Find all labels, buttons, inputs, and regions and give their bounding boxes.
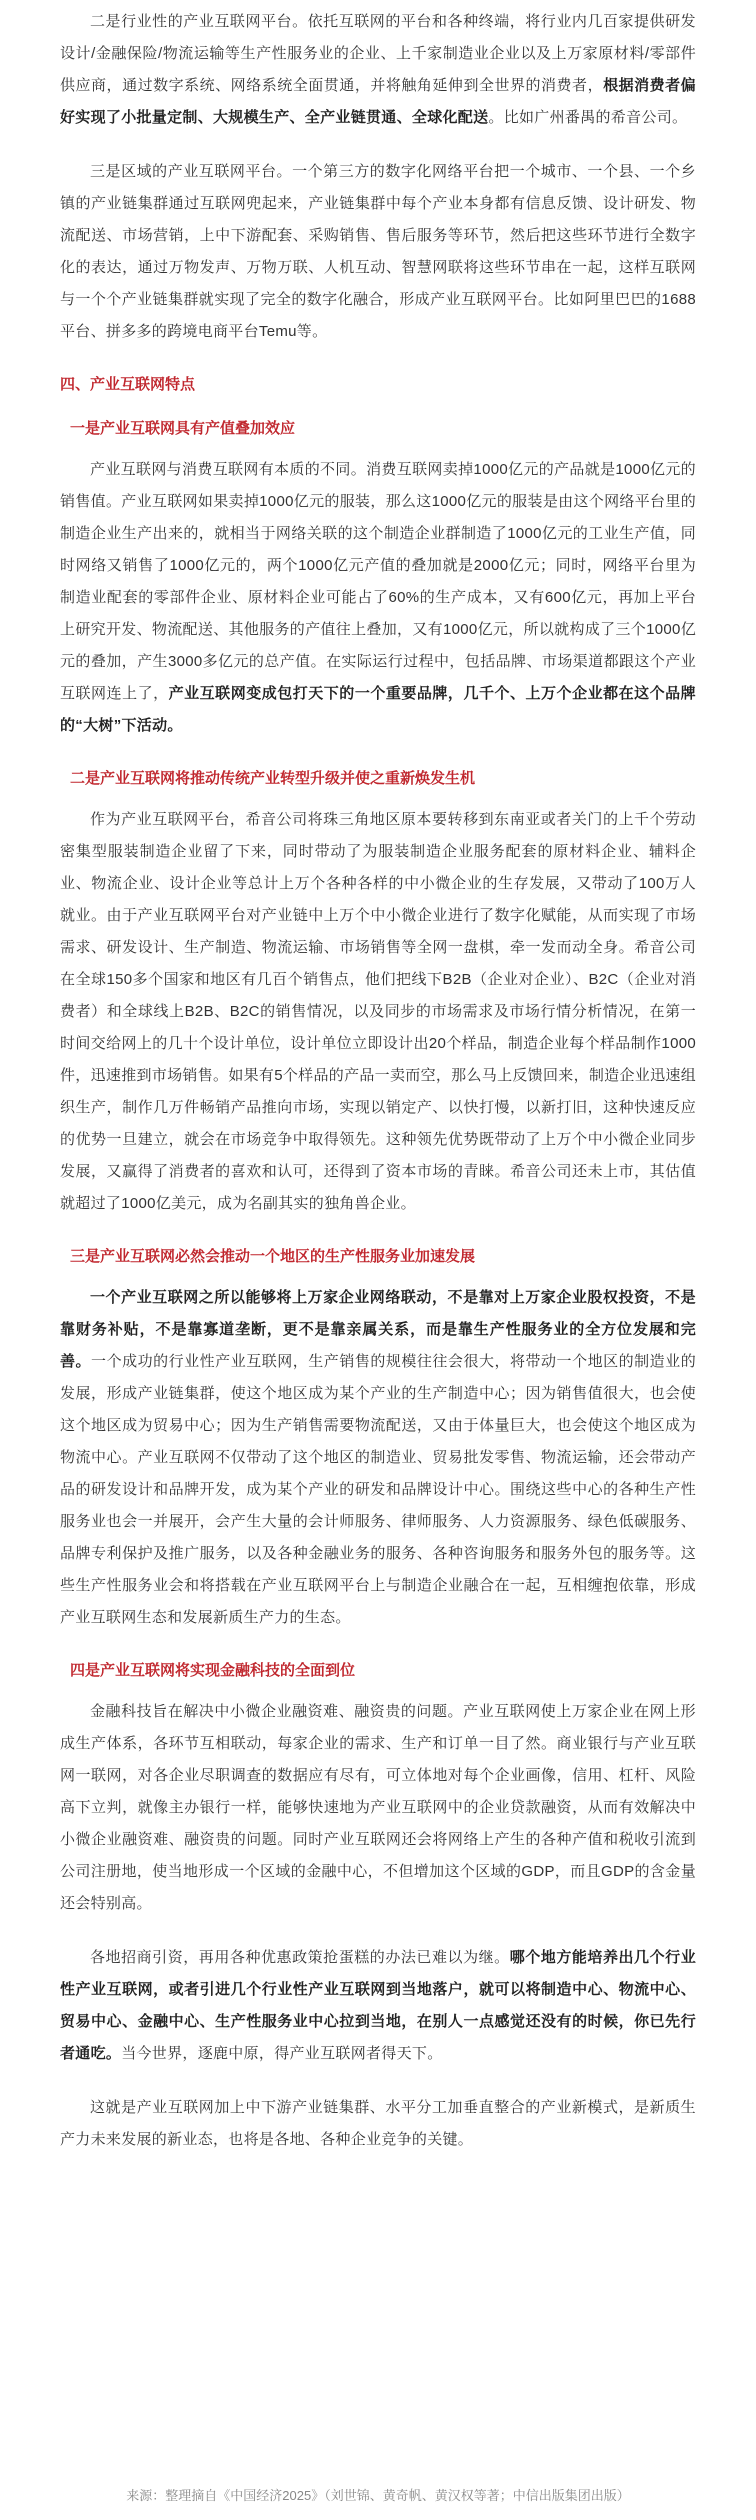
text: 当今世界，逐鹿中原，得产业互联网者得天下。 — [121, 2045, 443, 2062]
text: 三是区域的产业互联网平台。一个第三方的数字化网络平台把一个城市、一个县、一个乡镇的产业链集群通过互联网兜起来，产业链集群中每个产业本身都有信息反馈、设计研发、物流配送、市场营销，上中下游配套、采购销售、售后服务等环节，然后把这些环节进行全数字化的表达，通过万物发声、万物万联、人机互动、智慧网联将这些环节串在一起，这样互联网与一个个产业链集群就实现了完全的数字化融合，形成产业互联网平台。比如阿里巴巴的1688平台、拼多多的跨境电商平台Temu等。 — [60, 163, 696, 340]
text: 这就是产业互联网加上中下游产业链集群、水平分工加垂直整合的产业新模式，是新质生产力未来发展的新业态，也将是各地、各种企业竞争的关键。 — [60, 2099, 696, 2148]
spacer — [60, 0, 696, 2]
text: 金融科技旨在解决中小微企业融资难、融资贵的问题。产业互联网使上万家企业在网上形成生产体系，各环节互相联动，每家企业的需求、生产和订单一目了然。商业银行与产业互联网一联网，对各企业尽职调查的数据应有尽有，可立体地对每个企业画像，信用、杠杆、风险高下立判，就像主办银行一样，能够快速地为产业互联网中的企业贷款融资，从而有效解决中小微企业融资难、融资贵的问题。同时产业互联网还会将网络上产生的各种产值和税收引流到公司注册地，使当地形成一个区域的金融中心，不但增加这个区域的GDP，而且GDP的含金量还会特别高。 — [60, 1703, 696, 1912]
subsection-title-3: 三是产业互联网必然会推动一个地区的生产性服务业加速发展 — [70, 1248, 476, 1265]
text: 二是行业性的产业互联网平台。依托互联网的平台和各种终端，将行业内几百家提供研发设计/金融保险/物流运输等生产性服务业的企业、上千家制造业企业以及上万家原材料/零部件供应商，通过数字系统、网络系统全面贯通，并将触角延伸到全世界的消费者， — [60, 13, 696, 94]
text: 一个成功的行业性产业互联网，生产销售的规模往往会很大，将带动一个地区的制造业的发展，形成产业链集群，使这个地区成为某个产业的生产制造中心；因为销售值很大，也会使这个地区成为贸易中心；因为生产销售需要物流配送，又由于体量巨大，也会使这个地区成为物流中心。产业互联网不仅带动了这个地区的制造业、贸易批发零售、物流运输，还会带动产品的研发设计和品牌开发，成为某个产业的研发和品牌设计中心。围绕这些中心的各种生产性服务业也会一并展开，会产生大量的会计师服务、律师服务、人力资源服务、绿色低碳服务、品牌专利保护及推广服务，以及各种金融业务的服务、各种咨询服务和服务外包的服务等。这些生产性服务业会和将搭载在产业互联网平台上与制造企业融合在一起，互相缠抱依靠，形成产业互联网生态和发展新质生产力的生态。 — [60, 1353, 696, 1626]
subsection-title-2: 二是产业互联网将推动传统产业转型升级并使之重新焕发生机 — [70, 770, 476, 787]
subsection-title-4: 四是产业互联网将实现金融科技的全面到位 — [70, 1662, 356, 1679]
text: 各地招商引资，再用各种优惠政策抢蛋糕的办法已难以为继。 — [90, 1949, 510, 1966]
bold-text: 产业互联网变成包打天下的一个重要品牌，几千个、上万个企业都在这个品牌的“大树”下活动。 — [60, 685, 696, 734]
bold-text: 一个产业互联网之所以能够将上万家企业网络联动，不是靠对上万家企业股权投资，不是靠财务补贴，不是靠寡道垄断，更不是靠亲属关系，而是靠生产性服务业的全方位发展和完善。 — [60, 1289, 696, 1370]
text: 作为产业互联网平台，希音公司将珠三角地区原本要转移到东南亚或者关门的上千个劳动密集型服装制造企业留了下来，同时带动了为服装制造企业服务配套的原材料企业、辅料企业、物流企业、设计企业等总计上万个各种各样的中小微企业的生存发展，又带动了100万人就业。由于产业互联网平台对产业链中上万个中小微企业进行了数字化赋能，从而实现了市场需求、研发设计、生产制造、物流运输、市场销售等全网一盘棋，牵一发而动全身。希音公司在全球150多个国家和地区有几百个销售点，他们把线下B2B（企业对企业）、B2C（企业对消费者）和全球线上B2B、B2C的销售情况，以及同步的市场需求及市场行情分析情况，在第一时间交给网上的几十个设计单位，设计单位立即设计出20个样品，制造企业每个样品制作1000件，迅速推到市场销售。如果有5个样品的产品一卖而空，那么马上反馈回来，制造企业迅速组织生产，制作几万件畅销产品推向市场，实现以销定产、以快打慢，以新打旧，这种快速反应的优势一旦建立，就会在市场竞争中取得领先。这种领先优势既带动了上万个中小微企业同步发展，又赢得了消费者的喜欢和认可，还得到了资本市场的青睐。希音公司还未上市，其估值就超过了1000亿美元，成为名副其实的独角兽企业。 — [60, 811, 696, 1212]
bold-text: 根据消费者偏好实现了小批量定制、大规模生产、全产业链贯通、全球化配送 — [60, 77, 696, 126]
paragraph-conclusion — [60, 2092, 696, 2156]
paragraph-investment — [60, 1942, 696, 2070]
bold-text: 哪个地方能培养出几个行业性产业互联网，或者引进几个行业性产业互联网到当地落户，就可以将制造中心、物流中心、贸易中心、金融中心、生产性服务业中心拉到当地，在别人一点感觉还没有的时候，你已先行者通吃。 — [60, 1949, 696, 2062]
paragraph-regional-platform — [60, 156, 696, 348]
paragraph-fintech — [60, 1696, 696, 1920]
paragraph-producer-services — [60, 1282, 696, 1634]
text: 。比如广州番禺的希音公司。 — [488, 109, 688, 126]
paragraph-industry-platform — [60, 6, 696, 134]
paragraph-output-stacking — [60, 454, 696, 742]
text: 产业互联网与消费互联网有本质的不同。消费互联网卖掉1000亿元的产品就是1000亿元的销售值。产业互联网如果卖掉1000亿元的服装，那么这1000亿元的服装是由这个网络平台里的制造企业生产出来的，就相当于网络关联的这个制造企业群制造了1000亿元的工业生产值，同时网络又销售了1000亿元的，两个1000亿元产值的叠加就是2000亿元；同时，网络平台里为制造业配套的零部件企业、原材料企业可能占了60%的生产成本，又有600亿元，再加上平台上研究开发、物流配送、其他服务的产值往上叠加，又有1000亿元，所以就构成了三个1000亿元的叠加，产生3000多亿元的总产值。在实际运行过程中，包括品牌、市场渠道都跟这个产业互联网连上了， — [60, 461, 696, 702]
paragraph-transformation — [60, 804, 696, 1220]
section-heading: 四、产业互联网特点 — [60, 376, 196, 393]
source-credit: 来源：整理摘自《中国经济2025》（刘世锦、黄奇帆、黄汉权等著；中信出版集团出版） — [126, 2488, 630, 2503]
subsection-title-1: 一是产业互联网具有产值叠加效应 — [70, 420, 296, 437]
